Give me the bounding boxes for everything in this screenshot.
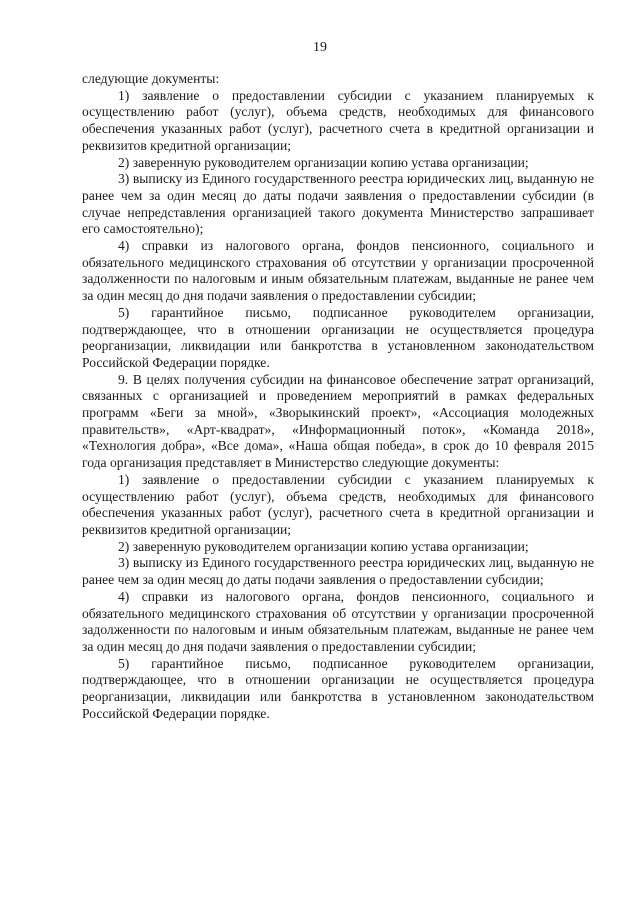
document-body xyxy=(82,71,594,722)
paragraph-item-1: 1) заявление о предоставлении субсидии с указанием планируемых к осуществлению работ (услуг), объема средств, необходимых для финансового обеспечения указанных работ (услуг), расчетного счета в кредитной организации и реквизитов кредитной организации; xyxy=(82,471,594,537)
paragraph-item-2: 2) заверенную руководителем организации копию устава организации; xyxy=(118,538,529,554)
paragraph-item-5: 5) гарантийное письмо, подписанное руководителем организации, подтверждающее, что в отношении организации не осуществляется процедура реорганизации, ликвидации или банкротства в установленном законодательством Российской Федерации порядке. xyxy=(82,655,594,721)
paragraph-item-4: 4) справки из налогового органа, фондов пенсионного, социального и обязательного медицинского страхования об отсутствии у организации просроченной задолженности по налоговым и иным обязательным платежам, выданные не ранее чем за один месяц до дня подачи заявления о предоставлении субсидии; xyxy=(82,238,594,304)
page-number: 19 xyxy=(313,40,327,55)
paragraph-section-9: 9. В целях получения субсидии на финансовое обеспечение затрат организаций, связанных с организацией и проведением мероприятий в рамках федеральных программ «Беги за мной», «Зворыкинский проект», «Ассоциация молодежных правительств», «Арт-квадрат», «Информационный поток», «Команда 2018», «Технология добра», «Все дома», «Наша общая победа», в срок до 10 февраля 2015 года организация представляет в Министерство следующие документы: xyxy=(82,371,594,471)
paragraph-item-3: 3) выписку из Единого государственного реестра юридических лиц, выданную не ранее чем за один месяц до даты подачи заявления о предоставлении субсидии (в случае непредставления организацией такого документа Министерство запрашивает его самостоятельно); xyxy=(82,171,594,237)
paragraph-item-3: 3) выписку из Единого государственного реестра юридических лиц, выданную не ранее чем за один месяц до даты подачи заявления о предоставлении субсидии; xyxy=(82,555,594,588)
paragraph-intro: следующие документы: xyxy=(82,71,220,86)
paragraph-item-2: 2) заверенную руководителем организации копию устава организации; xyxy=(118,154,529,170)
paragraph-item-5: 5) гарантийное письмо, подписанное руководителем организации, подтверждающее, что в отношении организации не осуществляется процедура реорганизации, ликвидации или банкротства в установленном законодательством Российской Федерации порядке. xyxy=(82,304,594,370)
paragraph-item-1: 1) заявление о предоставлении субсидии с указанием планируемых к осуществлению работ (услуг), объема средств, необходимых для финансового обеспечения указанных работ (услуг), расчетного счета в кредитной организации и реквизитов кредитной организации; xyxy=(82,87,594,153)
paragraph-item-4: 4) справки из налогового органа, фондов пенсионного, социального и обязательного медицинского страхования об отсутствии у организации просроченной задолженности по налоговым и иным обязательным платежам, выданные не ранее чем за один месяц до дня подачи заявления о предоставлении субсидии; xyxy=(82,588,594,654)
